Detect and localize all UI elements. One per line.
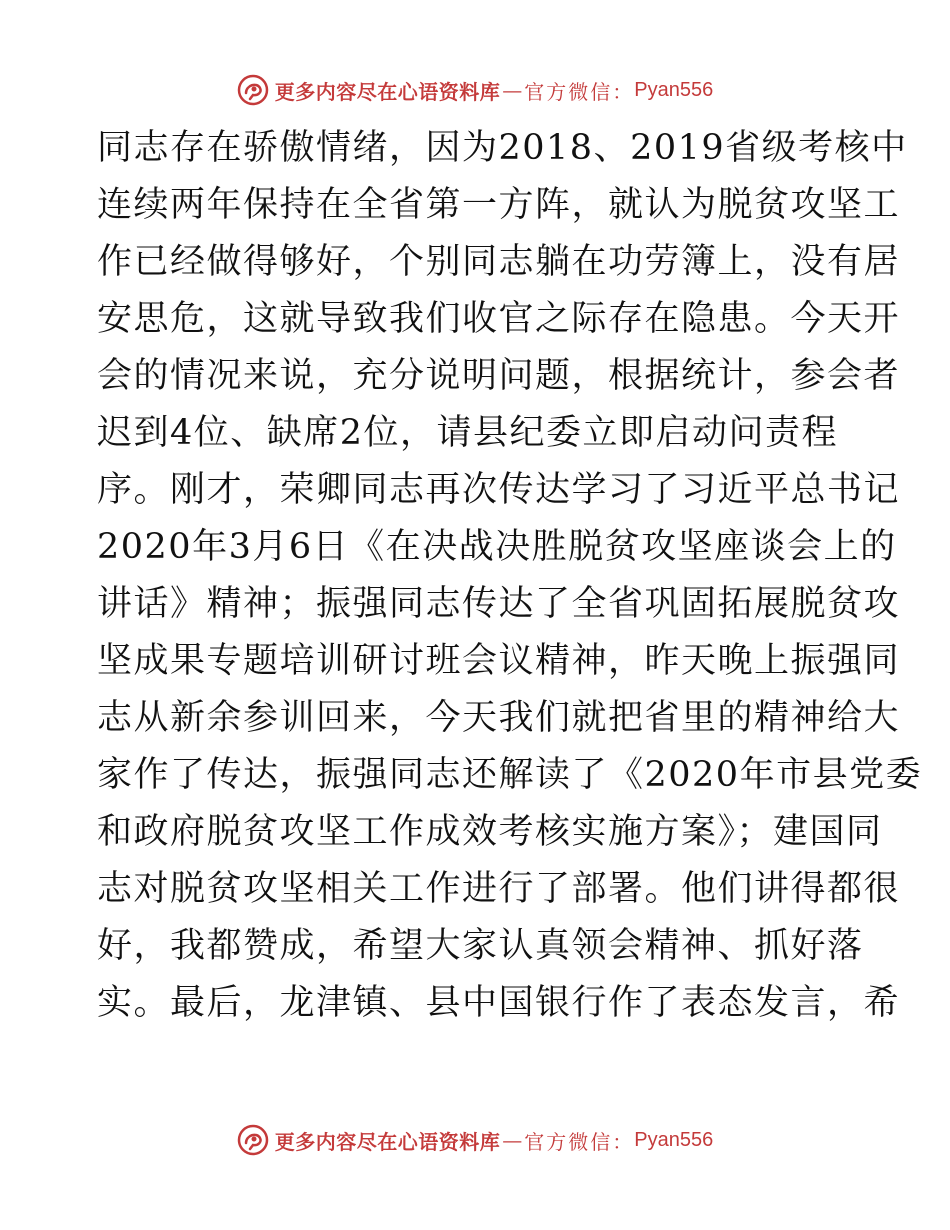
text-line: 讲话》精神；振强同志传达了全省巩固拓展脱贫攻 bbox=[97, 584, 901, 624]
watermark-official-text: 官方微信： bbox=[524, 79, 635, 104]
header-watermark bbox=[0, 70, 950, 110]
footer-watermark bbox=[0, 1120, 950, 1160]
watermark-dash: — bbox=[502, 1128, 523, 1152]
text-line: 迟到4位、缺席2位，请县纪委立即启动问责程 bbox=[97, 413, 839, 453]
text-line: 连续两年保持在全省第一方阵，就认为脱贫攻坚工 bbox=[97, 185, 901, 225]
document-body bbox=[97, 120, 923, 1032]
text-line: 好，我都赞成，希望大家认真领会精神、抓好落 bbox=[97, 926, 864, 966]
text-line: 志从新余参训回来，今天我们就把省里的精神给大 bbox=[97, 698, 901, 738]
brain-logo-icon bbox=[237, 1124, 269, 1156]
text-line: 安思危，这就导致我们收官之际存在隐患。今天开 bbox=[97, 299, 901, 339]
text-line: 和政府脱贫攻坚工作成效考核实施方案》；建国同 bbox=[97, 812, 883, 852]
text-line: 家作了传达，振强同志还解读了《2020年市县党委 bbox=[97, 755, 923, 795]
text-line: 作已经做得够好，个别同志躺在功劳簿上，没有居 bbox=[97, 242, 901, 282]
watermark-site-text: 更多内容尽在心语资料库 bbox=[274, 79, 501, 104]
text-line: 会的情况来说，充分说明问题，根据统计，参会者 bbox=[97, 356, 901, 396]
watermark-official-text: 官方微信： bbox=[524, 1129, 635, 1154]
text-line: 同志存在骄傲情绪，因为2018、2019省级考核中 bbox=[97, 128, 908, 168]
text-line: 序。刚才，荣卿同志再次传达学习了习近平总书记 bbox=[97, 470, 901, 510]
watermark-wechat-id: Pyan556 bbox=[634, 1128, 714, 1151]
watermark-wechat-id: Pyan556 bbox=[634, 78, 714, 101]
brain-logo-icon bbox=[237, 74, 269, 106]
text-line: 坚成果专题培训研讨班会议精神，昨天晚上振强同 bbox=[97, 641, 901, 681]
text-line: 实。最后，龙津镇、县中国银行作了表态发言，希 bbox=[97, 983, 901, 1023]
watermark-dash: — bbox=[502, 78, 523, 102]
text-line: 志对脱贫攻坚相关工作进行了部署。他们讲得都很 bbox=[97, 869, 901, 909]
text-line: 2020年3月6日《在决战决胜脱贫攻坚座谈会上的 bbox=[97, 527, 897, 567]
watermark-site-text: 更多内容尽在心语资料库 bbox=[274, 1129, 501, 1154]
